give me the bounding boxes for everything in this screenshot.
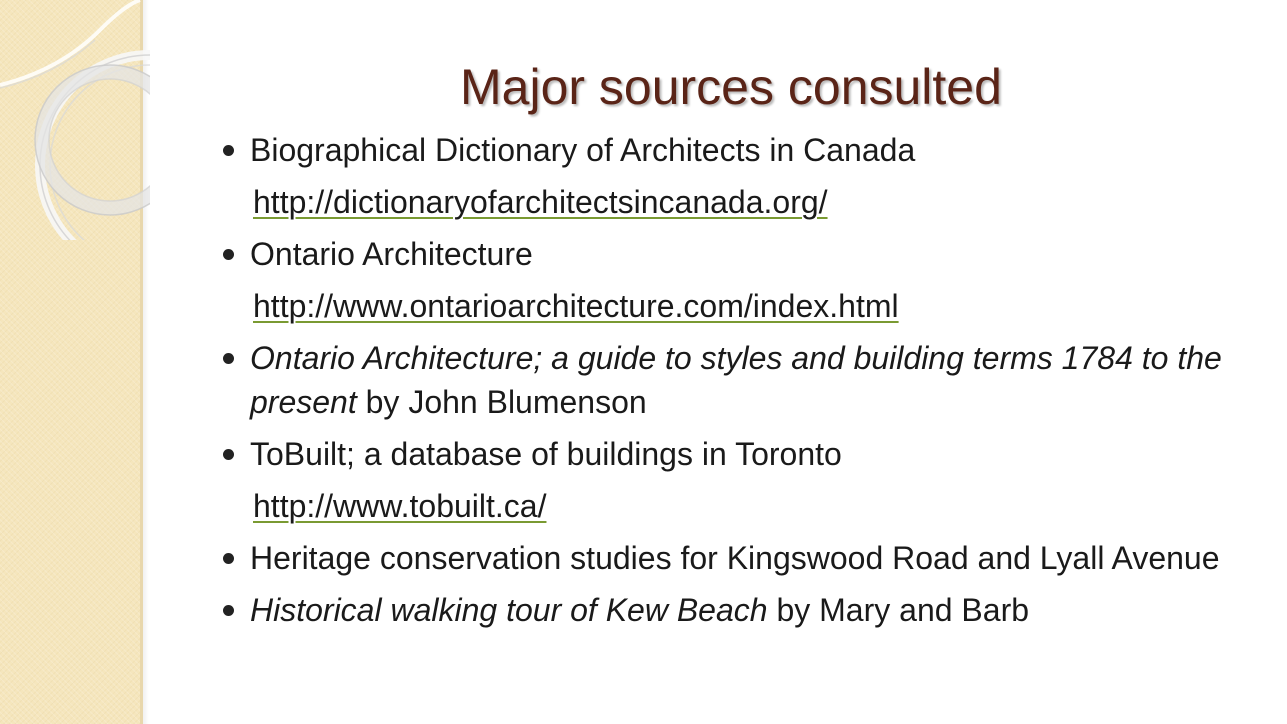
bullet-icon <box>223 353 234 364</box>
bullet-icon <box>223 145 234 156</box>
list-item <box>220 336 1260 424</box>
item-text: by Mary and Barb <box>767 592 1030 628</box>
slide-title: Major sources consulted <box>460 59 1002 115</box>
source-link[interactable]: http://dictionaryofarchitectsincanada.org/ <box>253 184 828 220</box>
source-link[interactable]: http://www.tobuilt.ca/ <box>253 488 547 524</box>
bullet-icon <box>223 249 234 260</box>
item-italic-text: Ontario Architecture; a guide to styles and building terms 1784 to the present <box>250 340 1222 420</box>
list-item <box>220 536 1260 580</box>
item-text: Heritage conservation studies for Kingswood Road and Lyall Avenue <box>250 540 1220 576</box>
bullet-icon <box>223 553 234 564</box>
list-item <box>220 432 1260 528</box>
item-text: by John Blumenson <box>356 384 647 420</box>
list-item <box>220 588 1260 632</box>
item-text: Ontario Architecture <box>250 236 533 272</box>
decorative-rings <box>0 0 150 240</box>
item-text: Biographical Dictionary of Architects in Canada <box>250 132 916 168</box>
source-link[interactable]: http://www.ontarioarchitecture.com/index.html <box>253 288 899 324</box>
list-item <box>220 128 1260 224</box>
source-list <box>220 128 1260 640</box>
bullet-icon <box>223 449 234 460</box>
item-text: ToBuilt; a database of buildings in Toronto <box>250 436 842 472</box>
list-item <box>220 232 1260 328</box>
item-italic-text: Historical walking tour of Kew Beach <box>250 592 768 628</box>
bullet-icon <box>223 605 234 616</box>
